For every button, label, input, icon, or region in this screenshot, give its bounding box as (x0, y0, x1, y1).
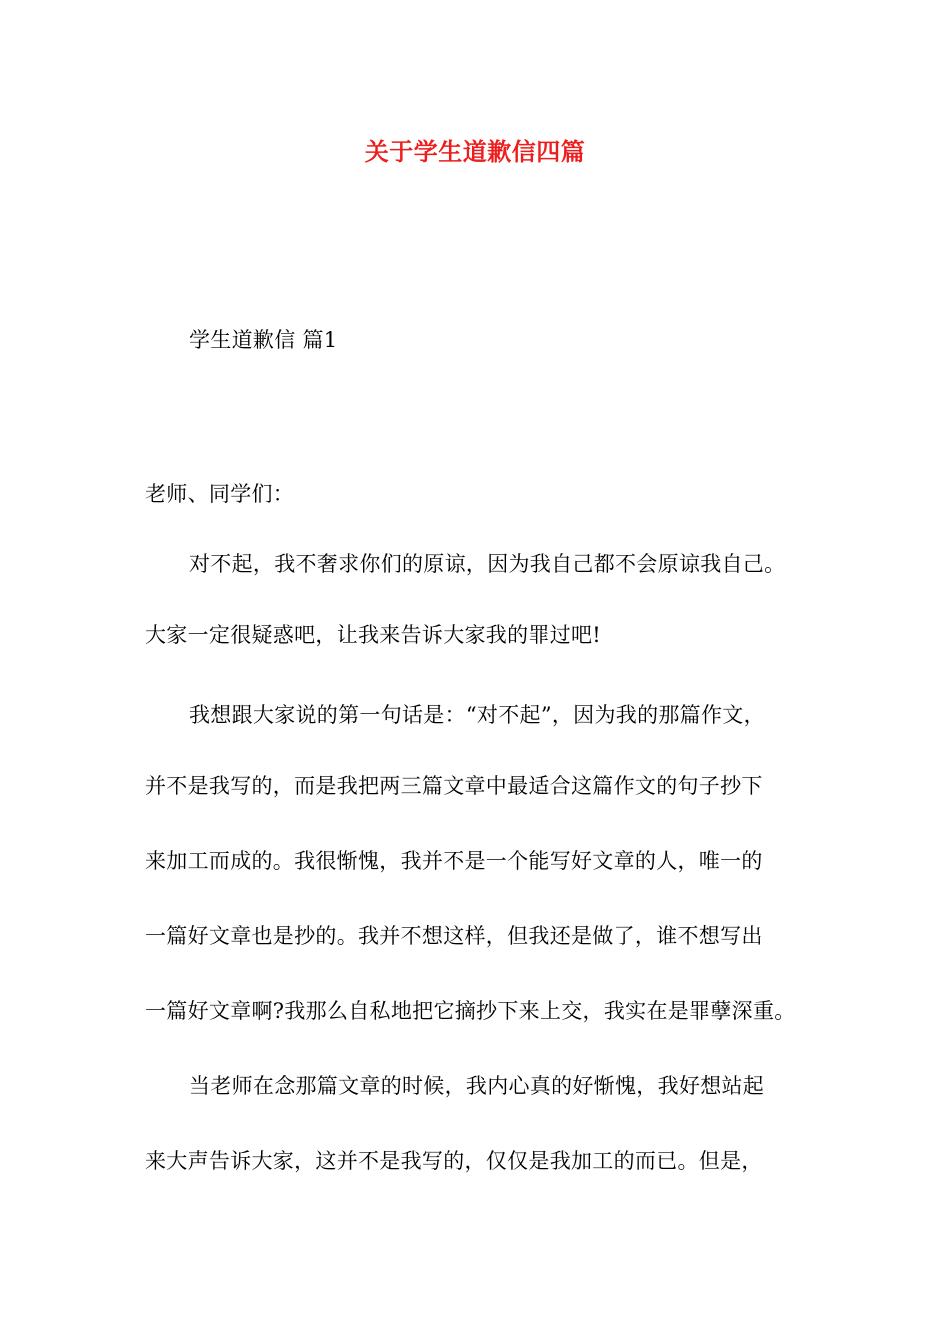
paragraph-line: 一篇好文章啊?我那么自私地把它摘抄下来上交，我实在是罪孽深重。 (145, 999, 796, 1023)
paragraph-line: 我想跟大家说的第一句话是：“对不起”，因为我的那篇作文， (189, 703, 765, 727)
salutation: 老师、同学们： (145, 482, 295, 506)
paragraph-line: 大家一定很疑惑吧，让我来告诉大家我的罪过吧! (145, 623, 602, 647)
paragraph-line: 当老师在念那篇文章的时候，我内心真的好惭愧，我好想站起 (189, 1074, 765, 1098)
paragraph-line: 来加工而成的。我很惭愧，我并不是一个能写好文章的人，唯一的 (145, 849, 763, 873)
section-heading: 学生道歉信 篇1 (189, 328, 338, 352)
document-title: 关于学生道歉信四篇 (364, 137, 586, 166)
paragraph-line: 对不起，我不奢求你们的原谅，因为我自己都不会原谅我自己。 (189, 552, 786, 576)
paragraph-line: 并不是我写的，而是我把两三篇文章中最适合这篇作文的句子抄下 (145, 774, 763, 798)
paragraph-line: 一篇好文章也是抄的。我并不想这样，但我还是做了，谁不想写出 (145, 924, 763, 948)
paragraph-line: 来大声告诉大家，这并不是我写的，仅仅是我加工的而已。但是， (145, 1149, 763, 1173)
